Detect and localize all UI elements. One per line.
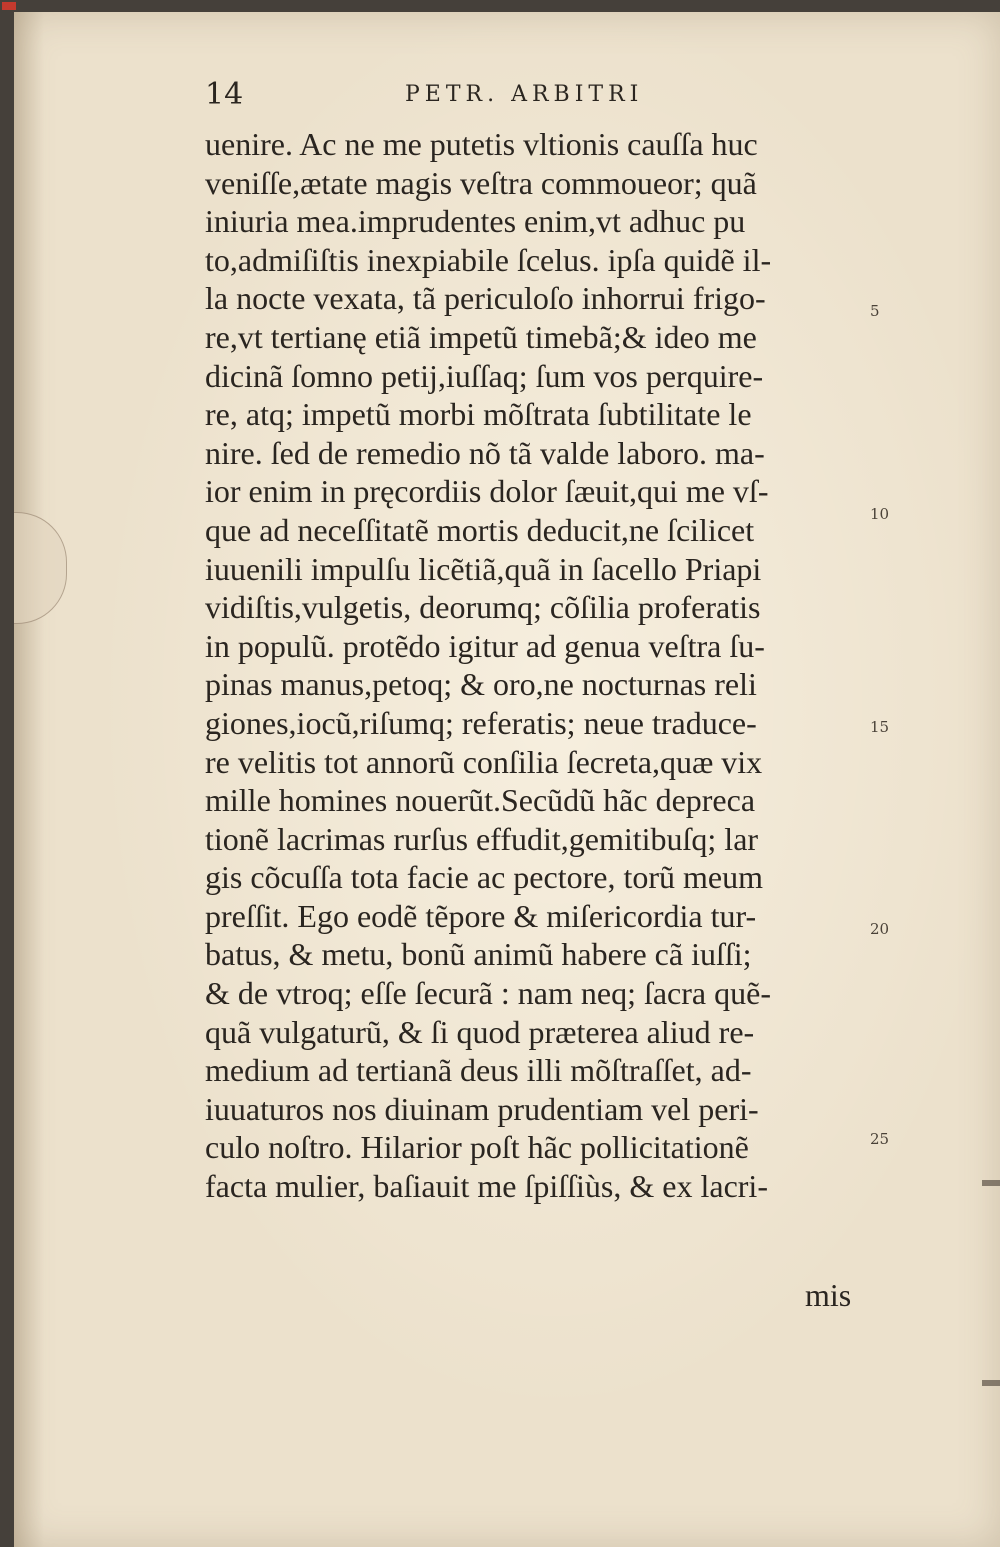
- margin-line-number: 20: [870, 920, 890, 938]
- running-head-title: PETR. ARBITRI: [405, 82, 644, 107]
- text-line: iuuenili impulſu licẽtiã,quã in ſacello Priapi: [205, 550, 762, 587]
- text-line: nire. ſed de remedio nõ tã valde laboro. ma-: [205, 434, 765, 471]
- text-line: tionẽ lacrimas rurſus effudit,gemitibuſq; lar: [205, 820, 759, 857]
- text-line: batus, & metu, bonũ animũ habere cã iuſſi;: [205, 936, 752, 973]
- running-head: [205, 75, 885, 119]
- text-line: & de vtroq; eſſe ſecurã : nam neq; ſacra quẽ-: [205, 975, 771, 1012]
- text-line: uenire. Ac ne me putetis vltionis cauſſa huc: [205, 126, 758, 162]
- text-line: ior enim in pręcordiis dolor ſæuit,qui me vſ-: [205, 473, 769, 510]
- text-line: re,vt tertianę etiã impetũ timebã;& ideo me: [205, 318, 757, 355]
- text-line: preſſit. Ego eodẽ tẽpore & miſericordia tur-: [205, 897, 757, 934]
- text-line: mille homines nouerũt.Secũdũ hãc depreca: [205, 782, 756, 819]
- text-line: in populũ. protẽdo igitur ad genua veſtra ſu-: [205, 627, 765, 664]
- margin-line-number: 25: [870, 1130, 890, 1148]
- text-line: quã vulgaturũ, & ſi quod præterea aliud re-: [205, 1013, 755, 1050]
- margin-line-number: 5: [870, 302, 880, 320]
- text-line: iuuaturos nos diuinam prudentiam vel peri-: [205, 1090, 759, 1127]
- binding-tab-mark: [14, 512, 67, 624]
- text-line: vidiſtis,vulgetis, deorumq; cõſilia proferatis: [205, 589, 761, 626]
- text-line: pinas manus,petoq; & oro,ne nocturnas reli: [205, 666, 757, 703]
- page-edge-mark: [982, 1180, 1000, 1186]
- page-edge-mark: [982, 1380, 1000, 1386]
- text-line: veniſſe,ætate magis veſtra commoueor; quã: [205, 164, 757, 201]
- text-line: gis cõcuſſa tota facie ac pectore, torũ meum: [205, 859, 763, 896]
- text-line: la nocte vexata, tã periculoſo inhorrui frigo-: [205, 280, 766, 317]
- text-line: culo noſtro. Hilarior poſt hãc pollicitationẽ: [205, 1129, 749, 1166]
- page-number: 14: [205, 77, 244, 112]
- text-line: facta mulier, baſiauit me ſpiſſiùs, & ex lacri-: [205, 1168, 768, 1205]
- text-line: dicinã ſomno petij,iuſſaq; ſum vos perquire-: [205, 357, 764, 394]
- body-text: [205, 125, 895, 1206]
- text-line: medium ad tertianã deus illi mõſtraſſet, ad-: [205, 1052, 752, 1089]
- text-line: re velitis tot annorũ conſilia ſecreta,quæ vix: [205, 743, 763, 780]
- catchword: mis: [805, 1277, 852, 1313]
- text-line: iniuria mea.imprudentes enim,vt adhuc pu: [205, 203, 746, 240]
- text-line: que ad neceſſitatẽ mortis deducit,ne ſcilicet: [205, 511, 755, 548]
- margin-line-number: 15: [870, 718, 890, 736]
- color-marker-icon: [2, 2, 16, 10]
- margin-line-number: 10: [870, 505, 890, 523]
- text-line: to,admiſiſtis inexpiabile ſcelus. ipſa quidẽ il-: [205, 241, 772, 278]
- text-line: giones,iocũ,riſumq; referatis; neue traduce-: [205, 704, 757, 741]
- text-line: re, atq; impetũ morbi mõſtrata ſubtilitate le: [205, 396, 752, 433]
